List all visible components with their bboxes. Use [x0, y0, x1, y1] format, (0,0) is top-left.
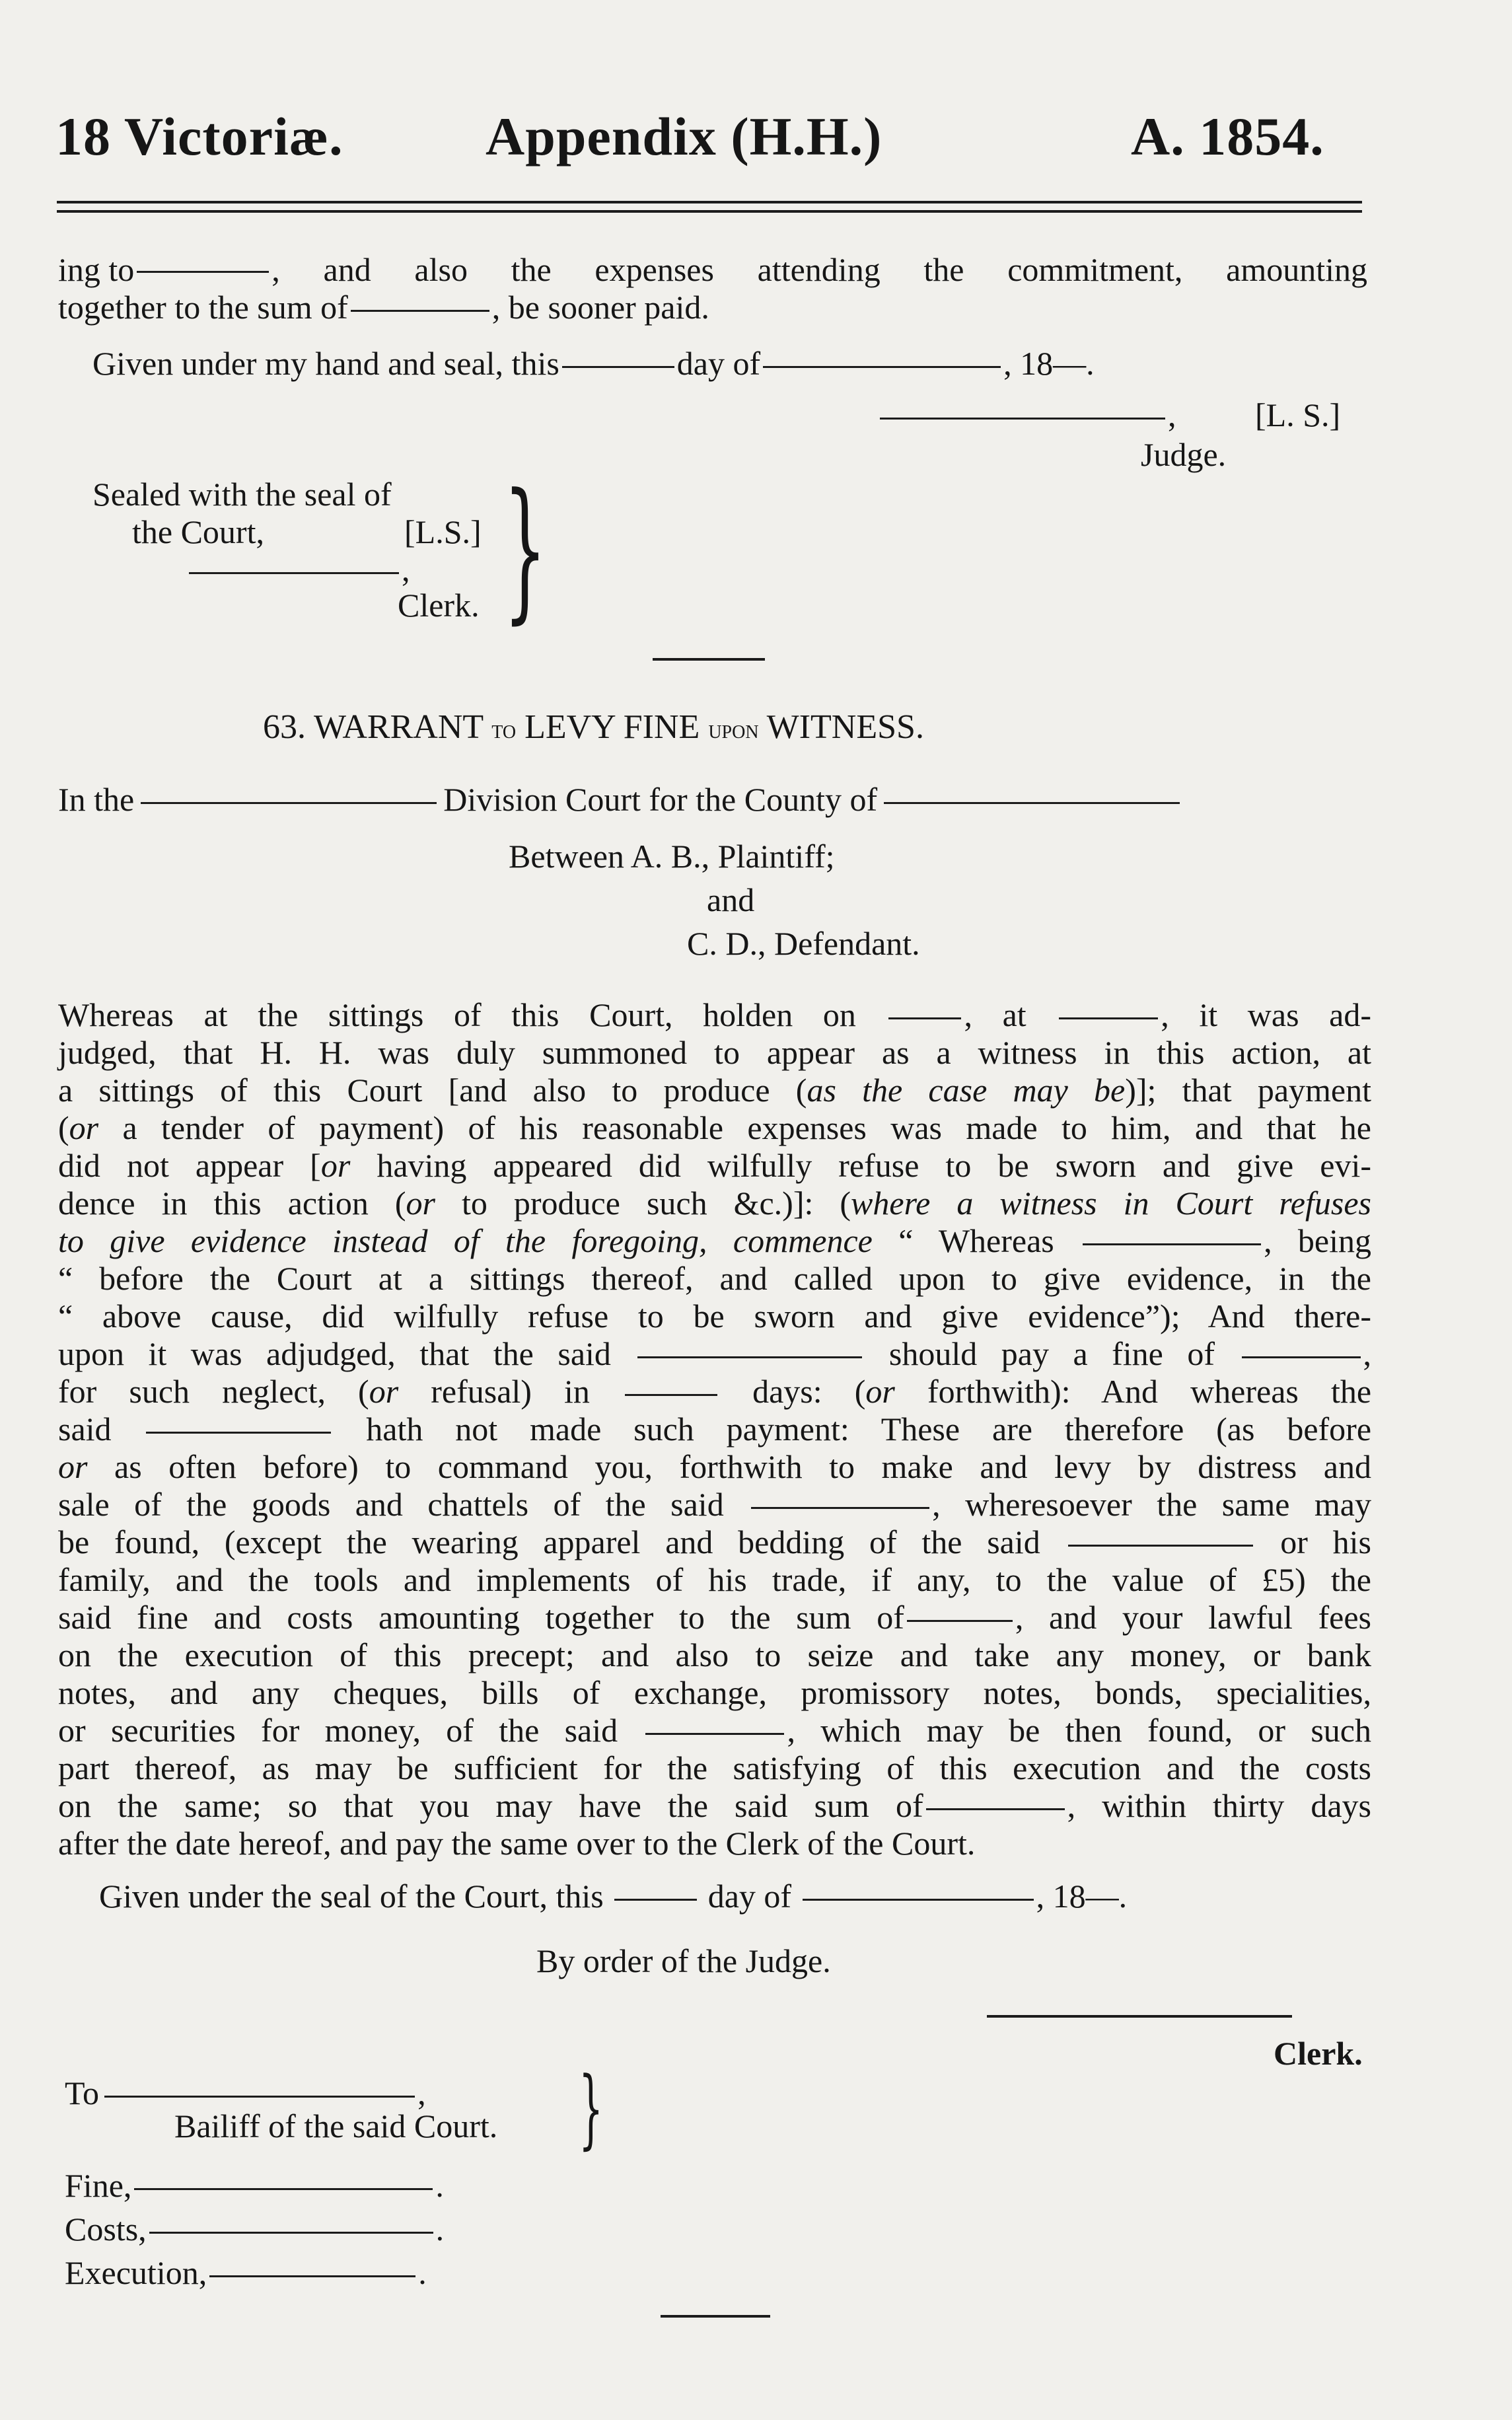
- blank-line: [149, 2232, 433, 2234]
- blank-line: [803, 1899, 1034, 1901]
- text: for such neglect, (: [58, 1373, 369, 1410]
- text: a tender of payment) of his reasonable expenses was made to him, and that he: [98, 1109, 1371, 1146]
- blank-line: [104, 2096, 415, 2098]
- text: In the: [58, 781, 135, 818]
- header-left: 18 Victoriæ.: [55, 106, 343, 166]
- text: “ Whereas: [872, 1222, 1054, 1259]
- text: Costs,: [65, 2211, 147, 2248]
- text: or his: [1280, 1523, 1371, 1560]
- body-line: [58, 1448, 1371, 1486]
- closing-clerk: Clerk.: [1274, 2035, 1363, 2072]
- text: after the date hereof, and pay the same over to the Clerk of the Court.: [58, 1825, 976, 1862]
- text: to: [491, 714, 517, 744]
- brace-icon: }: [503, 462, 547, 638]
- blank-line: [137, 271, 269, 273]
- text: said fine and costs amounting together to the sum of: [58, 1599, 904, 1636]
- clerk-signature-line: [186, 551, 410, 589]
- text: on the same; so that you may have the said sum of: [58, 1787, 923, 1824]
- text: as the case may be: [807, 1072, 1126, 1109]
- blank-line: [888, 1017, 961, 1019]
- text: , wheresoever the same may: [932, 1486, 1371, 1523]
- seal-line-1: Sealed with the seal of: [92, 476, 392, 513]
- text: WITNESS.: [766, 708, 924, 746]
- blank-line: [562, 366, 674, 368]
- text: , 18—.: [1036, 1878, 1128, 1915]
- text: or securities for money, of the said: [58, 1712, 618, 1749]
- costs-line: [65, 2211, 444, 2248]
- header-rule-top: [57, 201, 1362, 203]
- brace-icon: }: [579, 2058, 604, 2158]
- text: , 18—.: [1003, 345, 1095, 382]
- text: notes, and any cheques, bills of exchange, promissory notes, bonds, specialities,: [58, 1674, 1371, 1711]
- body-line: [58, 1825, 1371, 1862]
- text: .: [418, 2254, 427, 2291]
- header-right: A. 1854.: [1131, 106, 1324, 166]
- and-line: and: [707, 881, 755, 918]
- text: on the execution of this precept; and also to seize and take any money, or bank: [58, 1636, 1371, 1673]
- text: refusal) in: [398, 1373, 590, 1410]
- text: part thereof, as may be sufficient for the satisfying of this execution and the costs: [58, 1749, 1371, 1786]
- text: or: [865, 1373, 895, 1410]
- text: Execution,: [65, 2254, 207, 2291]
- text: To: [65, 2074, 100, 2111]
- text: Given under the seal of the Court, this: [99, 1878, 604, 1915]
- text: or: [406, 1185, 436, 1222]
- text: or: [369, 1373, 399, 1410]
- blank-line: [880, 418, 1165, 420]
- blank-line: [141, 802, 437, 804]
- text: hath not made such payment: These are therefore (as before: [366, 1411, 1372, 1448]
- text: ing to: [58, 251, 135, 288]
- body-line: [58, 1298, 1371, 1335]
- section-divider: [653, 658, 765, 661]
- body-line: [58, 1260, 1371, 1298]
- ls-mark: [L. S.]: [1255, 396, 1341, 433]
- text: ,: [1363, 1335, 1372, 1372]
- blank-line: [209, 2275, 415, 2277]
- text: , within thirty days: [1067, 1787, 1371, 1824]
- blank-line: [1059, 1017, 1158, 1019]
- text: .: [435, 2167, 444, 2204]
- blank-line: [1083, 1243, 1261, 1245]
- text: judged, that H. H. was duly summoned to appear as a witness in this action, at: [58, 1034, 1371, 1071]
- body-line: [58, 1787, 1371, 1825]
- text: sale of the goods and chattels of the said: [58, 1486, 724, 1523]
- header-center: Appendix (H.H.): [486, 106, 882, 166]
- text: to give evidence instead of the foregoing, commence: [58, 1222, 873, 1259]
- text: a sittings of this Court [and also to produce (: [58, 1072, 807, 1109]
- blank-line: [884, 802, 1180, 804]
- court-line: [58, 781, 1186, 819]
- text: having appeared did wilfully refuse to be sworn and give evi-: [350, 1147, 1371, 1184]
- body-line: [58, 1599, 1371, 1636]
- blank-line: [645, 1733, 784, 1735]
- body-line: [58, 1561, 1371, 1599]
- body-line: [58, 1147, 1371, 1185]
- top-line-2: [58, 289, 709, 326]
- text: or: [58, 1448, 88, 1485]
- judge-label: Judge.: [1141, 436, 1227, 473]
- text: together to the sum of: [58, 289, 348, 326]
- text: where a witness in Court refuses: [851, 1185, 1372, 1222]
- text: forthwith): And whereas the: [894, 1373, 1372, 1410]
- blank-line: [1068, 1545, 1253, 1547]
- blank-line: [926, 1808, 1065, 1810]
- text: did not appear [: [58, 1147, 321, 1184]
- body-line: [58, 1185, 1371, 1222]
- blank-line: [614, 1899, 697, 1901]
- blank-line: [637, 1356, 862, 1358]
- text: “ above cause, did wilfully refuse to be sworn and give evidence”); And there-: [58, 1298, 1371, 1335]
- text: or: [69, 1109, 99, 1146]
- body-line: [58, 1636, 1371, 1674]
- text: Division Court for the County of: [443, 781, 878, 818]
- footer-divider: [661, 2315, 770, 2318]
- body-line: (or a tender of payment) of his reasonable expenses was made to him, and that he: [58, 1109, 1371, 1146]
- given-under-hand: [92, 345, 1095, 383]
- warrant-body: [58, 996, 1371, 1862]
- top-line-1: [58, 251, 1367, 289]
- body-line: [58, 1486, 1371, 1523]
- text: , which may be then found, or such: [787, 1712, 1371, 1749]
- text: , being: [1264, 1222, 1372, 1259]
- text: ,: [417, 2074, 426, 2111]
- body-line: [58, 1222, 1371, 1260]
- body-line: [58, 1335, 1371, 1373]
- blank-line: [146, 1432, 331, 1434]
- given-under-seal: [99, 1878, 1127, 1915]
- blank-line: [763, 366, 1001, 368]
- text: should pay a fine of: [888, 1335, 1215, 1372]
- text: or: [320, 1147, 351, 1184]
- blank-line: [1242, 1356, 1361, 1358]
- text: days: (: [752, 1373, 866, 1410]
- text: , it was ad-: [1161, 996, 1372, 1033]
- text: , at: [964, 996, 1026, 1033]
- body-line: [58, 1674, 1371, 1712]
- text: upon it was adjudged, that the said: [58, 1335, 611, 1372]
- text: )]; that payment: [1125, 1072, 1372, 1109]
- text: Given under my hand and seal, this: [92, 345, 559, 382]
- text: as often before) to command you, forthwith to make and levy by distress and: [87, 1448, 1371, 1485]
- text: dence in this action (: [58, 1185, 406, 1222]
- text: , be sooner paid.: [491, 289, 709, 326]
- text: “ before the Court at a sittings thereof, and called upon to give evidence, in the: [58, 1260, 1371, 1297]
- text: Whereas at the sittings of this Court, holden on: [58, 996, 856, 1033]
- fine-line: [65, 2167, 444, 2205]
- between-line: Between A. B., Plaintiff;: [509, 838, 835, 875]
- text: Fine,: [65, 2167, 132, 2204]
- text: family, and the tools and implements of his trade, if any, to the value of £5) the: [58, 1561, 1371, 1598]
- judge-signature-line: [877, 396, 1176, 434]
- form-title: [263, 708, 924, 748]
- text: , and also the expenses attending the commitment, amounting: [271, 251, 1367, 288]
- blank-line: [134, 2188, 433, 2190]
- blank-line: [751, 1507, 929, 1509]
- text: ,: [402, 551, 410, 588]
- header-rule-bottom: [57, 210, 1362, 213]
- text: to produce such &c.)]: (: [435, 1185, 851, 1222]
- text: , and your lawful fees: [1015, 1599, 1371, 1636]
- to-line: [65, 2074, 426, 2112]
- seal-clerk: Clerk.: [398, 587, 480, 624]
- body-line: [58, 1523, 1371, 1561]
- execution-line: [65, 2254, 427, 2292]
- body-line: [58, 1712, 1371, 1749]
- blank-line: [625, 1394, 717, 1396]
- text: .: [435, 2211, 445, 2248]
- blank-line: [351, 310, 489, 312]
- body-line: [58, 1749, 1371, 1787]
- blank-line: [189, 572, 399, 574]
- text: be found, (except the wearing apparel and bedding of the said: [58, 1523, 1040, 1560]
- by-order-line: By order of the Judge.: [536, 1942, 831, 1979]
- text: ,: [1168, 396, 1176, 433]
- bailiff-line: Bailiff of the said Court.: [174, 2108, 498, 2145]
- text: upon: [708, 714, 759, 744]
- body-line: [58, 1411, 1371, 1448]
- text: LEVY FINE: [524, 708, 700, 746]
- body-line: [58, 1072, 1371, 1109]
- text: day of: [676, 345, 761, 382]
- seal-line-2: the Court,: [132, 513, 264, 550]
- seal-ls: [L.S.]: [404, 513, 482, 550]
- body-line: [58, 1373, 1371, 1411]
- text: said: [58, 1411, 112, 1448]
- blank-line: [907, 1620, 1013, 1622]
- body-line: [58, 1034, 1371, 1072]
- text: day of: [707, 1878, 792, 1915]
- body-line: [58, 996, 1371, 1034]
- text: 63. WARRANT: [263, 708, 484, 746]
- clerk-signature-rule: [987, 2015, 1292, 2018]
- defendant-line: C. D., Defendant.: [687, 925, 920, 962]
